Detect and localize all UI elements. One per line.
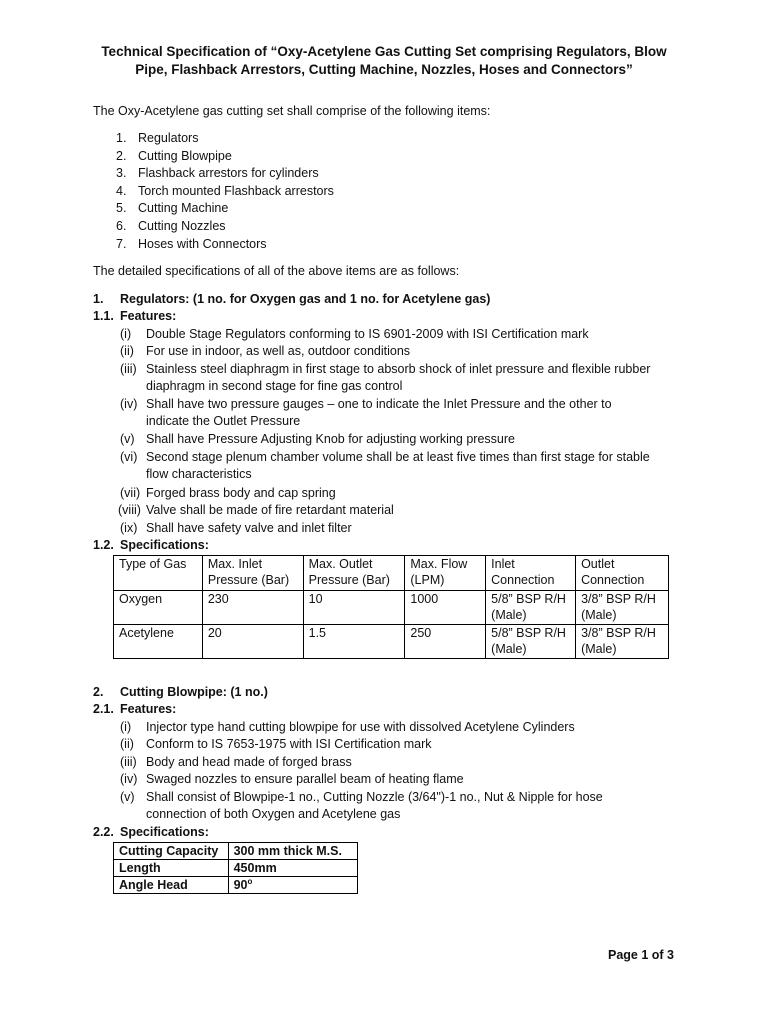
- table-header-cell: Inlet Connection: [486, 556, 576, 591]
- section-1-heading: 1. Regulators: (1 no. for Oxygen gas and 1 no. for Acetylene gas): [93, 292, 491, 306]
- feature-item: (i) Injector type hand cutting blowpipe for use with dissolved Acetylene Cylinders: [120, 720, 575, 734]
- table-label-cell: Length: [114, 860, 229, 877]
- feature-item: (iii) Stainless steel diaphragm in first stage to absorb shock of inlet pressure and flexible rubber: [120, 362, 651, 376]
- table-cell: 230: [202, 591, 303, 625]
- list-item: 4. Torch mounted Flashback arrestors: [116, 184, 334, 198]
- feature-item-continued: flow characteristics: [146, 467, 252, 481]
- feature-item-continued: indicate the Outlet Pressure: [146, 414, 301, 428]
- section-1-2-heading: 1.2. Specifications:: [93, 538, 209, 552]
- title-line-2: Pipe, Flashback Arrestors, Cutting Machine, Nozzles, Hoses and Connectors”: [135, 62, 633, 77]
- page-number: Page 1 of 3: [608, 948, 674, 962]
- list-item: 7. Hoses with Connectors: [116, 237, 267, 251]
- list-item: 6. Cutting Nozzles: [116, 219, 226, 233]
- table-cell: 250: [405, 625, 486, 659]
- intro-text: The Oxy-Acetylene gas cutting set shall comprise of the following items:: [93, 104, 491, 118]
- feature-item: (i) Double Stage Regulators conforming to IS 6901-2009 with ISI Certification mark: [120, 327, 589, 341]
- feature-item: (viii) Valve shall be made of fire retardant material: [118, 503, 394, 517]
- table-value-cell: 450mm: [228, 860, 357, 877]
- list-item: 5. Cutting Machine: [116, 201, 229, 215]
- table-row: [114, 877, 358, 894]
- table-row: [114, 625, 669, 659]
- feature-item: (ii) Conform to IS 7653-1975 with ISI Certification mark: [120, 737, 432, 751]
- feature-item-continued: connection of both Oxygen and Acetylene gas: [146, 807, 401, 821]
- degree-superscript: o: [247, 876, 253, 886]
- table-label-cell: Cutting Capacity: [114, 843, 229, 860]
- feature-item: (v) Shall have Pressure Adjusting Knob for adjusting working pressure: [120, 432, 515, 446]
- table-cell: 20: [202, 625, 303, 659]
- table-cell: 10: [303, 591, 405, 625]
- feature-item: (vii) Forged brass body and cap spring: [120, 486, 336, 500]
- feature-item: (iii) Body and head made of forged brass: [120, 755, 352, 769]
- feature-item: (ii) For use in indoor, as well as, outdoor conditions: [120, 344, 411, 358]
- table-row: [114, 843, 358, 860]
- document-title: [80, 43, 688, 79]
- list-item: 2. Cutting Blowpipe: [116, 149, 232, 163]
- table-row: [114, 860, 358, 877]
- feature-item: (iv) Swaged nozzles to ensure parallel beam of heating flame: [120, 772, 464, 786]
- regulator-spec-table: [113, 555, 669, 659]
- table-label-cell: Angle Head: [114, 877, 229, 894]
- table-cell: 3/8” BSP R/H (Male): [576, 591, 669, 625]
- table-header-cell: Max. Inlet Pressure (Bar): [202, 556, 303, 591]
- section-2-1-heading: 2.1. Features:: [93, 702, 177, 716]
- table-cell: 5/8” BSP R/H (Male): [486, 625, 576, 659]
- table-header-cell: Outlet Connection: [576, 556, 669, 591]
- blowpipe-spec-table: [113, 842, 358, 894]
- table-cell: Oxygen: [114, 591, 203, 625]
- table-row: [114, 591, 669, 625]
- table-cell: Acetylene: [114, 625, 203, 659]
- table-header-row: [114, 556, 669, 591]
- section-1-1-heading: 1.1. Features:: [93, 309, 177, 323]
- table-cell: 1000: [405, 591, 486, 625]
- detail-intro-text: The detailed specifications of all of the above items are as follows:: [93, 264, 460, 278]
- feature-item: (iv) Shall have two pressure gauges – one to indicate the Inlet Pressure and the other to: [120, 397, 612, 411]
- section-2-heading: 2. Cutting Blowpipe: (1 no.): [93, 685, 268, 699]
- feature-item: (vi) Second stage plenum chamber volume shall be at least five times than first stage for stable: [120, 450, 650, 464]
- table-cell: 5/8” BSP R/H (Male): [486, 591, 576, 625]
- title-line-1: Technical Specification of “Oxy-Acetylene Gas Cutting Set comprising Regulators, Blow: [101, 44, 667, 59]
- list-item: 3. Flashback arrestors for cylinders: [116, 166, 319, 180]
- table-header-cell: Max. Flow (LPM): [405, 556, 486, 591]
- list-item: 1. Regulators: [116, 131, 199, 145]
- table-header-cell: Type of Gas: [114, 556, 203, 591]
- table-value-cell: 300 mm thick M.S.: [228, 843, 357, 860]
- feature-item: (v) Shall consist of Blowpipe-1 no., Cutting Nozzle (3/64")-1 no., Nut & Nipple for hose: [120, 790, 603, 804]
- feature-item-continued: diaphragm in second stage for fine gas control: [146, 379, 403, 393]
- table-header-cell: Max. Outlet Pressure (Bar): [303, 556, 405, 591]
- section-2-2-heading: 2.2. Specifications:: [93, 825, 209, 839]
- feature-item: (ix) Shall have safety valve and inlet filter: [120, 521, 352, 535]
- table-value-cell: 90$^o$: [228, 877, 357, 894]
- table-cell: 3/8” BSP R/H (Male): [576, 625, 669, 659]
- table-cell: 1.5: [303, 625, 405, 659]
